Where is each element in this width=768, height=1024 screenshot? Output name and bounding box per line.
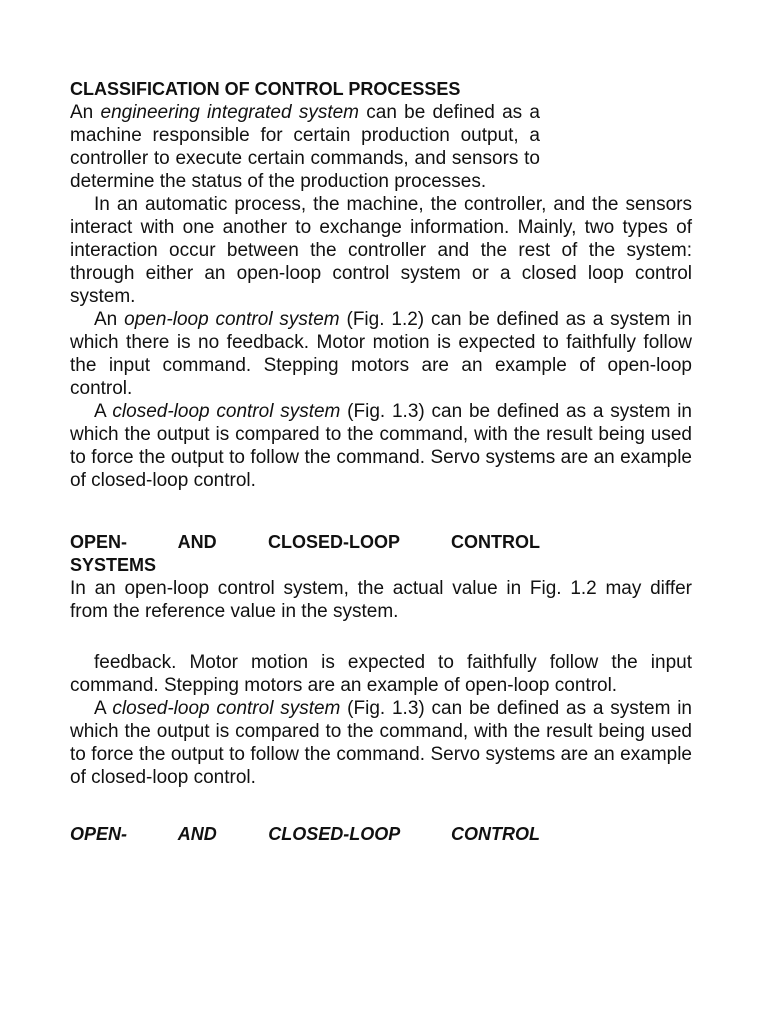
spacer xyxy=(70,492,692,531)
paragraph-closed-loop-definition xyxy=(70,400,692,492)
paragraph-start: An xyxy=(70,102,101,123)
section-heading-open-closed-italic: OPEN- AND CLOSED-LOOP CONTROL xyxy=(70,824,540,844)
section-heading-open-closed-line1: OPEN- AND CLOSED-LOOP CONTROL xyxy=(70,532,540,552)
section-open-closed-heading xyxy=(70,531,540,577)
paragraph-closed-loop-definition-repeat xyxy=(70,697,692,789)
paragraph-open-loop-actual-value: In an open-loop control system, the actual value in Fig. 1.2 may differ from the reference value in the system. xyxy=(70,578,692,622)
section-classification xyxy=(70,78,540,193)
term-closed-loop-control-system: closed-loop control system xyxy=(112,401,341,422)
term-closed-loop-control-system: closed-loop control system xyxy=(112,698,341,719)
paragraph-start: An xyxy=(94,309,125,330)
paragraph-start: A xyxy=(94,401,113,422)
term-open-loop-control-system: open-loop control system xyxy=(124,309,340,330)
paragraph-open-loop-definition xyxy=(70,308,692,400)
section-heading-open-closed-line2: SYSTEMS xyxy=(70,555,157,575)
section-open-closed-heading-repeat xyxy=(70,823,540,846)
paragraph-rest: (Fig. 1.2) can be defined as a system in which there is no feedback. Motor motion is expected to faithfully follow the input command. Stepping motors are an example of open-loop control. xyxy=(70,309,692,399)
spacer xyxy=(70,789,692,823)
paragraph-start: A xyxy=(94,698,113,719)
document-body xyxy=(70,78,692,846)
paragraph-feedback-continuation: feedback. Motor motion is expected to faithfully follow the input command. Stepping motors are an example of open-loop control. xyxy=(70,652,692,696)
spacer xyxy=(70,623,692,651)
section-heading-classification: CLASSIFICATION OF CONTROL PROCESSES xyxy=(70,79,461,99)
paragraph-engineering-system xyxy=(70,101,540,193)
paragraph-rest: (Fig. 1.3) can be defined as a system in which the output is compared to the command, with the result being used to force the output to follow the command. Servo systems are an example of closed-loop control. xyxy=(70,401,692,491)
paragraph-rest: (Fig. 1.3) can be defined as a system in which the output is compared to the command, with the result being used to force the output to follow the command. Servo systems are an example of closed-loop control. xyxy=(70,698,692,788)
paragraph-automatic-process: In an automatic process, the machine, the controller, and the sensors interact with one another to exchange information. Mainly, two types of interaction occur between the controller and the rest of the system: through either an open-loop control system or a closed loop control system. xyxy=(70,194,692,307)
term-engineering-integrated-system: engineering integrated system xyxy=(100,102,359,123)
paragraph-rest: can be defined as a machine responsible for certain production output, a controller to execute certain commands, and sensors to determine the status of the production processes. xyxy=(70,102,540,192)
